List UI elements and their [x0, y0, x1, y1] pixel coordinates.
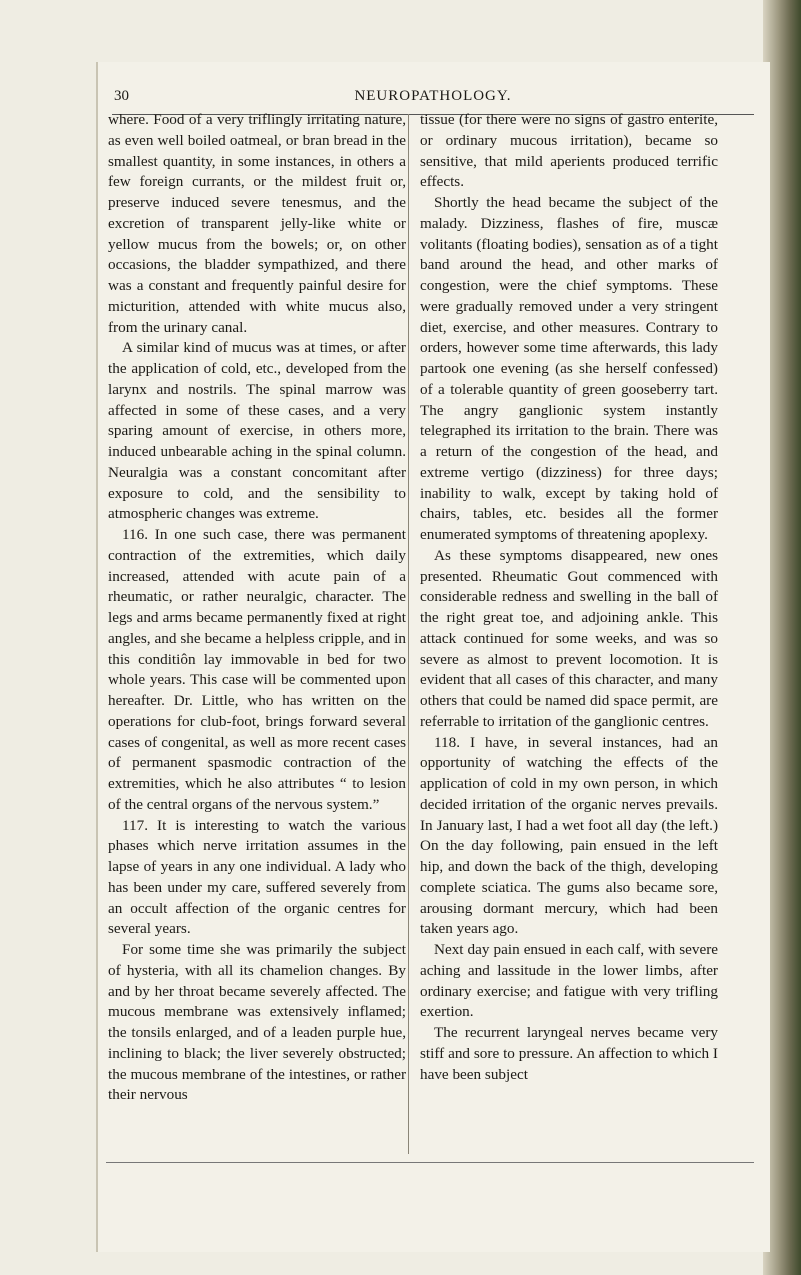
paragraph: As these symptoms disappeared, new ones presented. Rheumatic Gout commenced with considerable redness and swelling in the ball of the right great toe, and adjoining ankle. This attack continued for some weeks, and was so severe as almost to prevent locomotion. It is evident that all cases of this character, and many others that could be named did space permit, are referrable to irritation of the ganglionic centres.	[420, 546, 718, 730]
right-column	[420, 110, 718, 1085]
paragraph: 116. In one such case, there was permanent contraction of the extremities, which daily increased, attended with acute pain of a rheumatic, or rather neuralgic, character. The legs and arms became permanently fixed at right angles, and she became a helpless cripple, and in this conditiôn lay immovable in bed for two whole years. This case will be commented upon hereafter. Dr. Little, who has written on the operations for club-foot, brings forward several cases of congenital, as well as more recent cases of permanent spasmodic contraction of the extremities, which he also attributes “ to lesion of the central organs of the nervous system.”	[108, 526, 406, 813]
paragraph: Next day pain ensued in each calf, with severe aching and lassitude in the lower limbs, after ordinary exercise; and fatigue with very trifling exertion.	[420, 941, 718, 1021]
paragraph: For some time she was primarily the subject of hysteria, with all its chamelion changes. By and by her throat became severely affected. The mucous membrane was extensively inflamed; the tonsils enlarged, and of a leaden purple hue, inclining to black; the liver severely obstructed; the mucous membrane of the intestines, or rather their nervous	[108, 941, 406, 1104]
paragraph: Shortly the head became the subject of the malady. Dizziness, flashes of fire, muscæ volitants (floating bodies), sensation as of a tight band around the head, and other marks of congestion, were the chief symptoms. These were gradually removed under a very stringent diet, exercise, and other measures. Contrary to orders, however some time afterwards, this lady partook one evening (as she herself confessed) of a tolerable quantity of green gooseberry tart. The angry ganglionic system instantly telegraphed its irritation to the brain. There was a return of the congestion of the head, and extreme vertigo (dizziness) for three days; inability to walk, except by taking hold of chairs, tables, etc. besides all the former enumerated symptoms of threatening apoplexy.	[420, 194, 718, 543]
paragraph: 117. It is interesting to watch the various phases which nerve irritation assumes in the lapse of years in any one individual. A lady who has been under my care, suffered severely from an occult affection of the organic centres for several years.	[108, 816, 406, 938]
paragraph: where. Food of a very triflingly irritating nature, as even well boiled oatmeal, or bran bread in the smallest quantity, in some instances, in others a few foreign currants, or the mildest fruit or, preserve induced severe tenesmus, and the excretion of transparent jelly-like white or yellow mucus from the bowels; or, on other occasions, the bladder sympathized, and there was a constant and frequently painful desire for micturition, attended with white mucus also, from the urinary canal.	[108, 111, 406, 336]
book-page	[96, 62, 770, 1252]
paragraph: The recurrent laryngeal nerves became very stiff and sore to pressure. An affection to which I have been subject	[420, 1024, 718, 1083]
paragraph: A similar kind of mucus was at times, or after the application of cold, etc., developed from the larynx and nostrils. The spinal marrow was affected in some of these cases, and a very sparing amount of exercise, in others more, induced unbearable aching in the spinal column. Neuralgia was a constant concomitant after exposure to cold, and the sensibility to atmospheric changes was extreme.	[108, 339, 406, 523]
left-column	[108, 110, 406, 1106]
running-head: NEUROPATHOLOGY.	[354, 88, 512, 104]
paragraph: tissue (for there were no signs of gastro enterite, or ordinary mucous irritation), became so sensitive, that mild aperients produced terrific effects.	[420, 111, 718, 191]
bottom-rule	[106, 1162, 754, 1163]
page-number: 30	[114, 88, 129, 104]
paragraph: 118. I have, in several instances, had an opportunity of watching the effects of the application of cold in my own person, in which decided irritation of the organic nerves prevails. In January last, I had a wet foot all day (the left.) On the day following, pain ensued in the left hip, and down the back of the thigh, developing complete sciatica. The gums also became sore, arousing dormant mercury, which had been taken years ago.	[420, 733, 718, 938]
